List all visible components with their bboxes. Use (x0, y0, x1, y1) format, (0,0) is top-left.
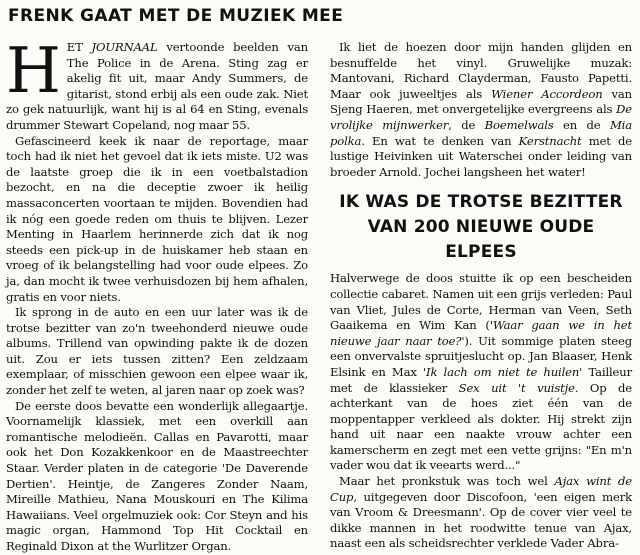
italic-title: Boemelwals (484, 117, 554, 132)
text-run: vertoonde beelden van The Police in de Arena. Sting zag er akelig fit uit, maar Andy Summers, de gitarist, stond erbij als een oude zak. Niet zo gek natuurlijk, want hij is al 64 en Sting, evenals drummer Stewart Copeland, nog maar 55. (6, 40, 309, 132)
text-run: met de lustige Heivinken uit Waterschei onder leiding van broeder Arnold. Jochei langsheen het water! (330, 133, 632, 179)
italic-title: Kerstnacht (518, 133, 582, 148)
text-run: . En wat te denken van (361, 133, 519, 148)
text-run: Ik sprong in de auto en een uur later was ik de trotse bezitter van zo'n tweehonderd nieuwe oude albums. Trillend van opwinding pakte ik de dozen uit. Zou er iets tussen zitten? Een zeldzaam exemplaar, of misschien gewoon een elpee waar ik, zonder het zelf te weten, al jaren naar op zoek was? (6, 305, 308, 398)
article-paragraph (330, 40, 632, 180)
left-column (6, 34, 309, 555)
text-run: De eerste doos bevatte een wonderlijk allegaartje. Voornamelijk klassiek, met een overkill aan romantische melodieën. Callas en Pavarotti, maar ook het Don Kozakkenkoor en de Maastreechter Staar. Verder platen in de categorie 'De Daverende Dertien'. Heintje, de Zangeres Zonder Naam, Mireille Mathieu, Nana Mouskouri en The Kilima Hawaiians. Veel orgelmuziek ook: Cor Steyn and his magic organ, Hammond Top Hit Cocktail en Reginald Dixon at the Wurlitzer Organ. (6, 398, 308, 553)
italic-title: Mia polka (330, 117, 632, 148)
text-run: Halverwege de doos stuitte ik op een bescheiden collectie cabaret. Namen uit een grijs verleden: Paul van Vliet, Jules de Corte, Herman van Veen, Seth Gaaikema en Wim Kan ( (330, 271, 632, 333)
right-column-top (330, 40, 632, 180)
italic-title: De vrolijke mijnwerker (330, 102, 632, 132)
text-run: Ik liet de hoezen door mijn handen glijden en besnuffelde het vinyl. Gruwelijke muzak: Mantovani, Richard Clayderman, Fausto Papetti. Maar ook juweeltjes als (330, 40, 632, 101)
text-run: van Sjeng Haeren, met onvergetelijke evergreens als (330, 86, 632, 117)
text-run: Maar het pronkstuk was toch wel (339, 474, 555, 489)
italic-title: Sex uit 't vuistje (458, 380, 575, 395)
text-run: . Op de achterkant van de hoes ziet één van de moppentapper verkleed als dokter. Hij strekt zijn hand uit naar een naakte vrouw achter een kamerscherm en zegt met een vette grijns: "En m'n vader wou dat ik veearts werd..." (330, 380, 633, 473)
article-paragraph (6, 399, 308, 555)
right-column (330, 40, 632, 552)
article-paragraph (6, 134, 308, 306)
text-run: ). Uit sommige platen steeg een onvervalste spruitjeslucht op. Jan Blaaser, Henk Elsink en Max (330, 333, 632, 379)
article-subheadline: IK WAS DE TROTSE BEZITTER VAN 200 NIEUWE OUDE ELPEES (339, 192, 623, 263)
text-run: , uitgegeven door Discofoon, 'een eigen merk van Vroom & Dreesmann'. Op de cover vier veel te dikke mannen in het roodwitte tenue van Ajax, naast een als scheidsrechter verklede Vader Abra- (330, 489, 632, 551)
article-paragraph (330, 271, 632, 474)
right-column-bottom (330, 271, 632, 552)
text-run: ET (66, 40, 92, 54)
article-paragraph (6, 305, 308, 399)
italic-title: Ajax wint de Cup (330, 474, 633, 504)
italic-title: 'Ik lach om niet te huilen' (422, 364, 583, 379)
text-run: Tailleur met de klassieker (330, 364, 632, 395)
italic-title: Wiener Accordeon (491, 86, 603, 101)
text-run: en de (553, 117, 610, 132)
italic-title: JOURNAAL (91, 40, 158, 54)
drop-cap: H (6, 34, 61, 107)
article-paragraph (6, 34, 309, 134)
italic-title: 'Waar gaan we in het nieuwe jaar naar toe?' (330, 318, 632, 348)
article-paragraph (330, 474, 632, 552)
article-headline: FRENK GAAT MET DE MUZIEK MEE (8, 6, 344, 26)
text-run: , de (448, 117, 485, 132)
text-run: Gefascineerd keek ik naar de reportage, maar toch had ik niet het gevoel dat ik iets miste. U2 was de laatste groep die ik in een voetbalstadion bezocht, en na die deceptie zwoer ik heilig massaconcerten voortaan te mijden. Bovendien had ik nóg een goede reden om thuis te blijven. Lezer Menting in Haarlem herinnerde zich dat ik nog steeds een pick-up in de huiskamer heb staan en vroeg of ik belangstelling had voor oude elpees. Zo ja, dan mocht ik twee verhuisdozen bij hem afhalen, gratis en voor niets. (6, 133, 308, 304)
